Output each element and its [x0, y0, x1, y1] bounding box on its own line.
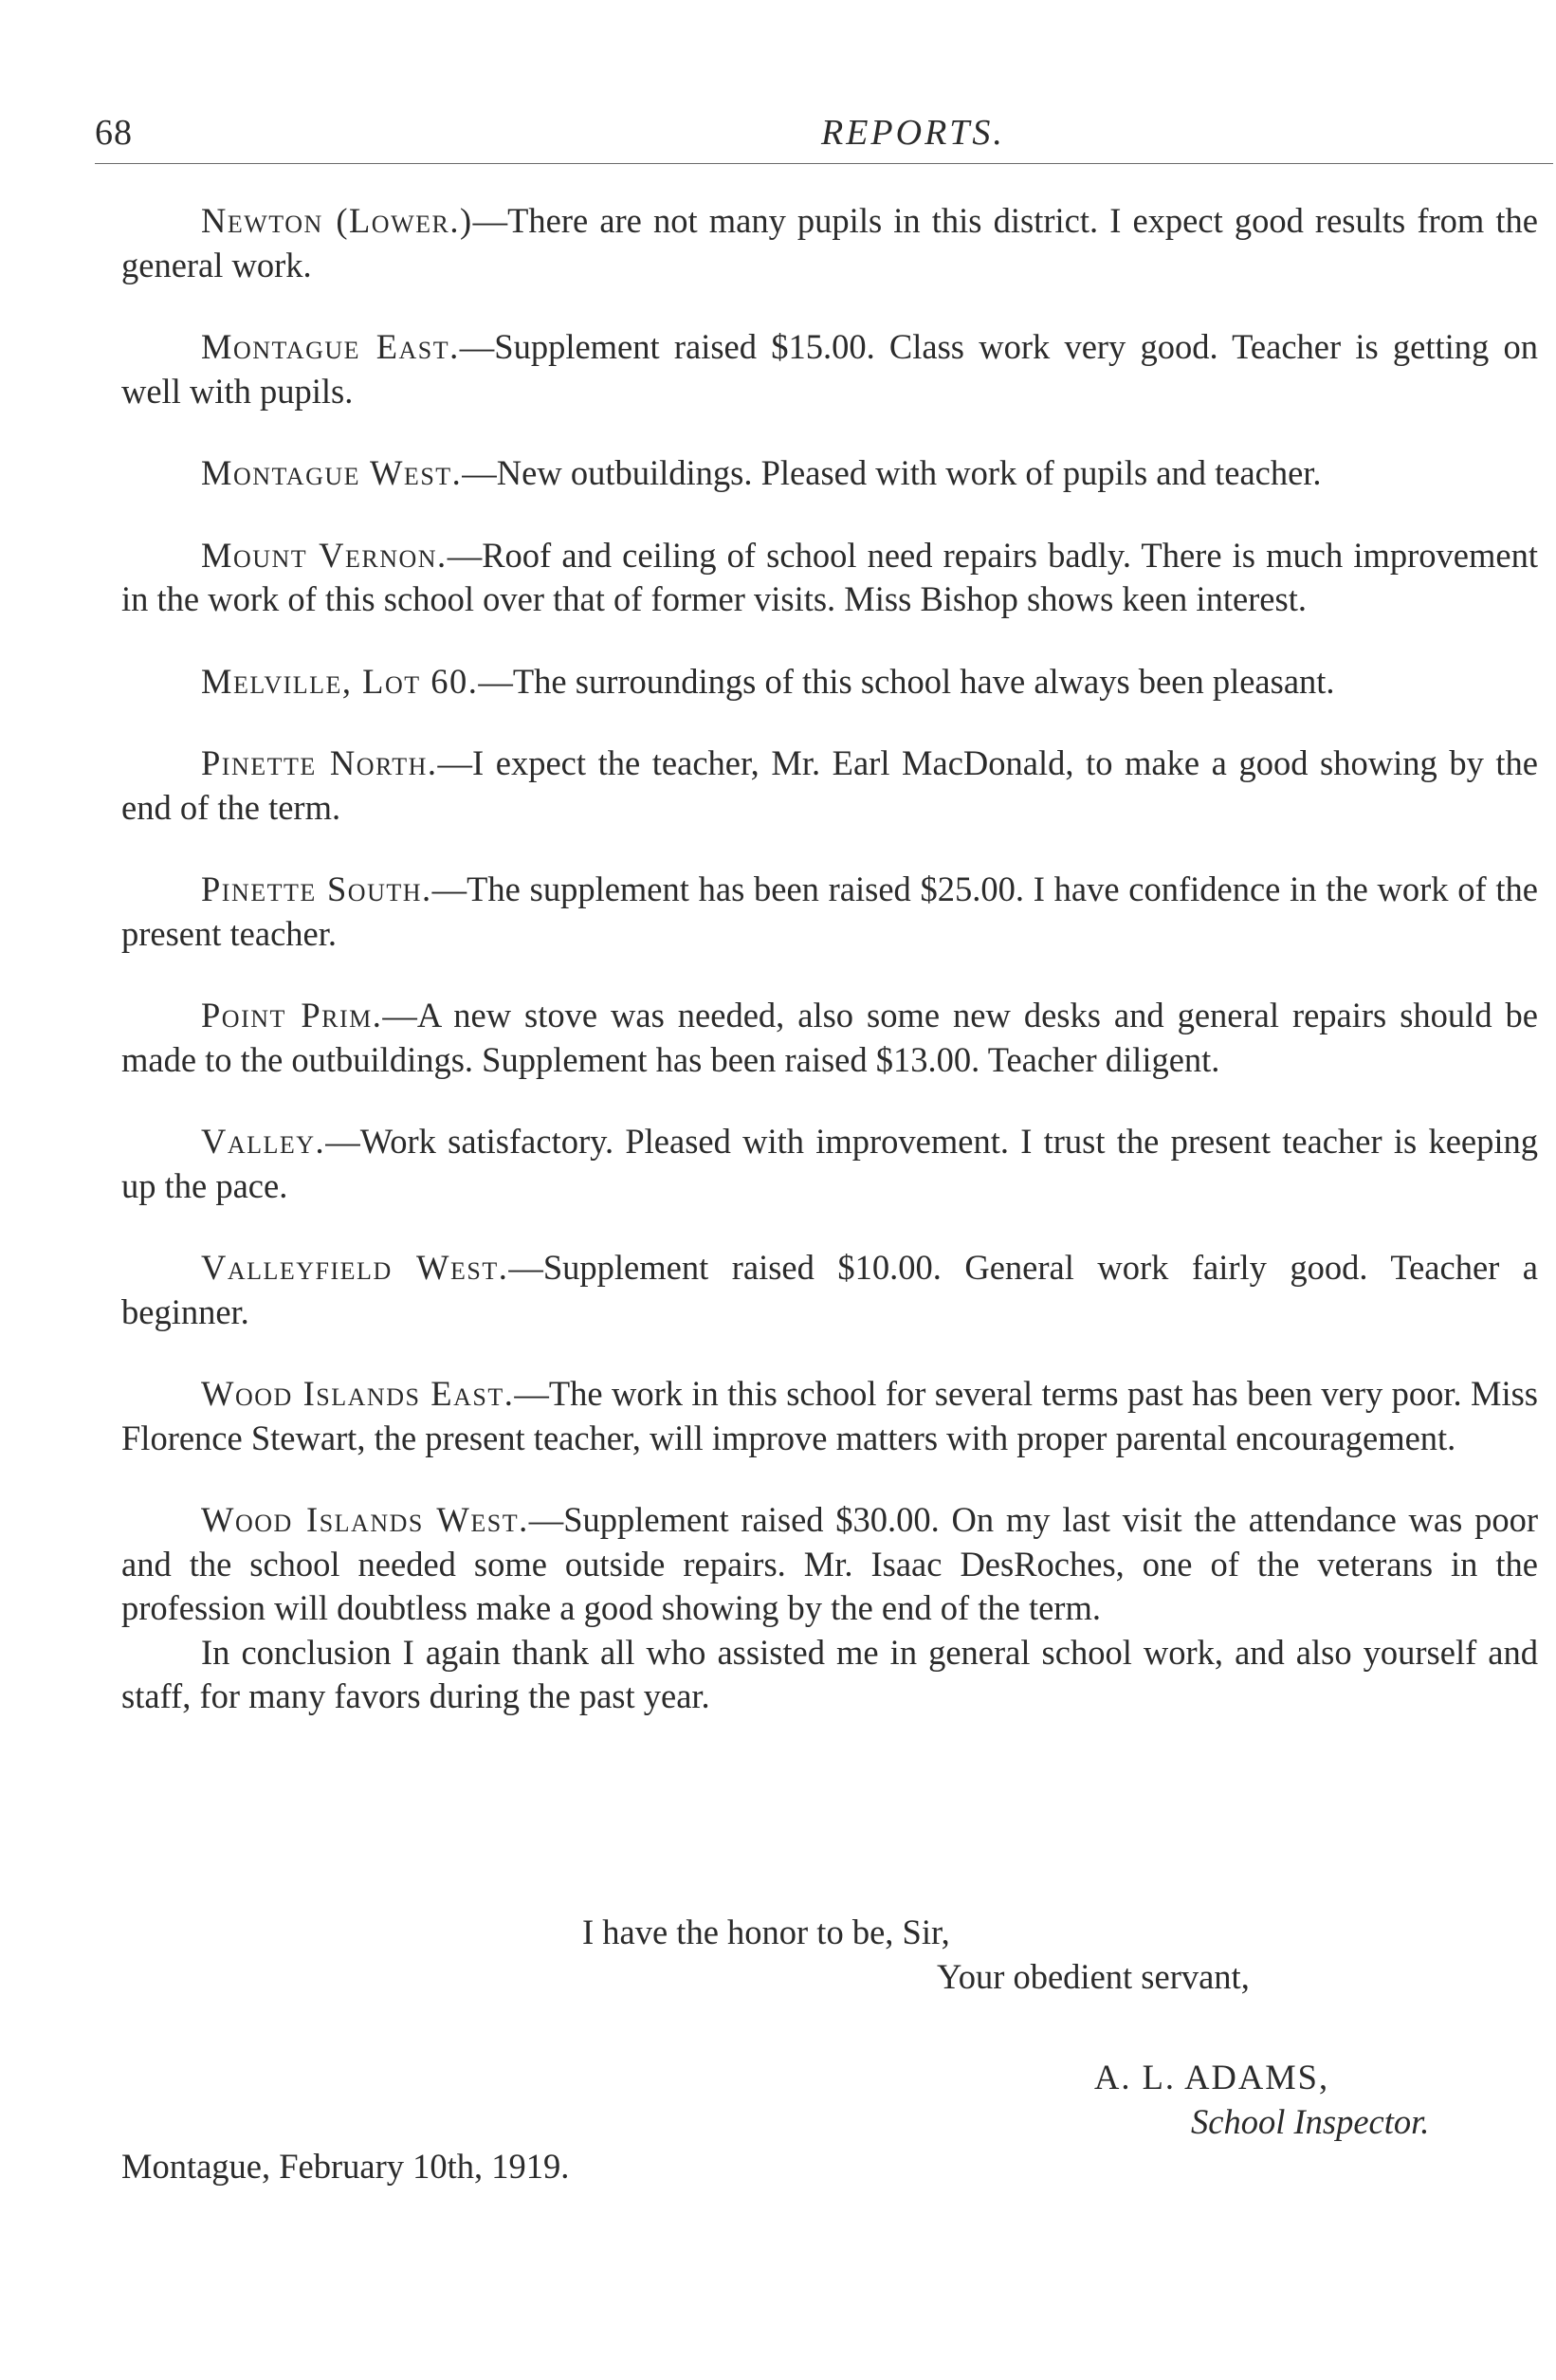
report-paragraph — [121, 1372, 1538, 1460]
signatory-title: School Inspector. — [1191, 2102, 1430, 2141]
report-paragraph — [121, 325, 1538, 413]
paragraph-text: —Supplement raised $15.00. Class work very good. Teacher is getting on well with pupils. — [121, 327, 1538, 411]
report-paragraph — [121, 741, 1538, 830]
school-name: Point Prim. — [201, 996, 383, 1034]
school-name: Melville, Lot 60. — [201, 661, 479, 701]
report-paragraph — [121, 660, 1538, 705]
signatory-name: A. L. ADAMS, — [1094, 2058, 1330, 2096]
place-and-date: Montague, February 10th, 1919. — [121, 2147, 570, 2186]
report-paragraph — [121, 451, 1538, 496]
paragraph-text: —There are not many pupils in this district. I expect good results from the general work. — [121, 201, 1538, 284]
paragraph-text: —Roof and ceiling of school need repairs badly. There is much improvement in the work of this school over that of former visits. Miss Bishop shows keen interest. — [121, 535, 1538, 618]
paragraph-text: —Supplement raised $10.00. General work fairly good. Teacher a beginner. — [121, 1248, 1538, 1331]
paragraph-text: —I expect the teacher, Mr. Earl MacDonald, to make a good showing by the end of the term. — [121, 743, 1538, 827]
paragraph-text: —Work satisfactory. Pleased with improvement. I trust the present teacher is keeping up the pace. — [121, 1122, 1538, 1205]
page-header — [95, 112, 1555, 169]
paragraph-text: —The work in this school for several terms past has been very poor. Miss Florence Stewart, the present teacher, will improve matters with proper parental encouragement. — [121, 1374, 1538, 1457]
paragraph-text: —A new stove was needed, also some new desks and general repairs should be made to the outbuildings. Supplement has been raised $13.00. Teacher diligent. — [121, 996, 1539, 1079]
paragraph-text: —New outbuildings. Pleased with work of pupils and teacher. — [462, 453, 1322, 492]
school-name: Mount Vernon. — [201, 535, 448, 575]
school-name: Pinette North. — [201, 743, 438, 782]
page-number: 68 — [95, 113, 133, 153]
school-name: Valleyfield West. — [201, 1248, 509, 1287]
school-name: Newton (Lower.) — [201, 201, 473, 240]
school-name: Wood Islands West. — [201, 1500, 529, 1539]
paragraph-text: —The surroundings of this school have always been pleasant. — [478, 661, 1335, 701]
header-rule — [95, 163, 1553, 164]
paragraph-text: —Supplement raised $30.00. On my last visit the attendance was poor and the school needed some outside repairs. Mr. Isaac DesRoches, one of the veterans in the profession will doubtless make a good showing by the end of the term. — [121, 1500, 1538, 1627]
school-name: Wood Islands East. — [201, 1374, 515, 1413]
school-name: Valley. — [201, 1122, 326, 1161]
report-paragraph — [121, 1120, 1538, 1208]
report-paragraph — [121, 199, 1538, 287]
report-paragraph — [121, 534, 1538, 622]
school-name: Montague West. — [201, 453, 463, 492]
paragraph-text: —The supplement has been raised $25.00. I have confidence in the work of the present teacher. — [121, 870, 1538, 953]
report-paragraph — [121, 868, 1538, 956]
report-paragraph — [121, 1498, 1538, 1631]
school-name: Pinette South. — [201, 870, 432, 908]
report-paragraph — [121, 1246, 1538, 1334]
school-name: Montague East. — [201, 327, 460, 366]
signoff-greeting: I have the honor to be, Sir, — [582, 1913, 950, 1951]
report-paragraph — [121, 994, 1538, 1082]
conclusion-paragraph: In conclusion I again thank all who assisted me in general school work, and also yourself and staff, for many favors during the past year. — [121, 1632, 1538, 1715]
report-body — [121, 199, 1538, 1719]
signoff-closing: Your obedient servant, — [937, 1957, 1250, 1996]
running-title: REPORTS. — [821, 113, 1005, 153]
